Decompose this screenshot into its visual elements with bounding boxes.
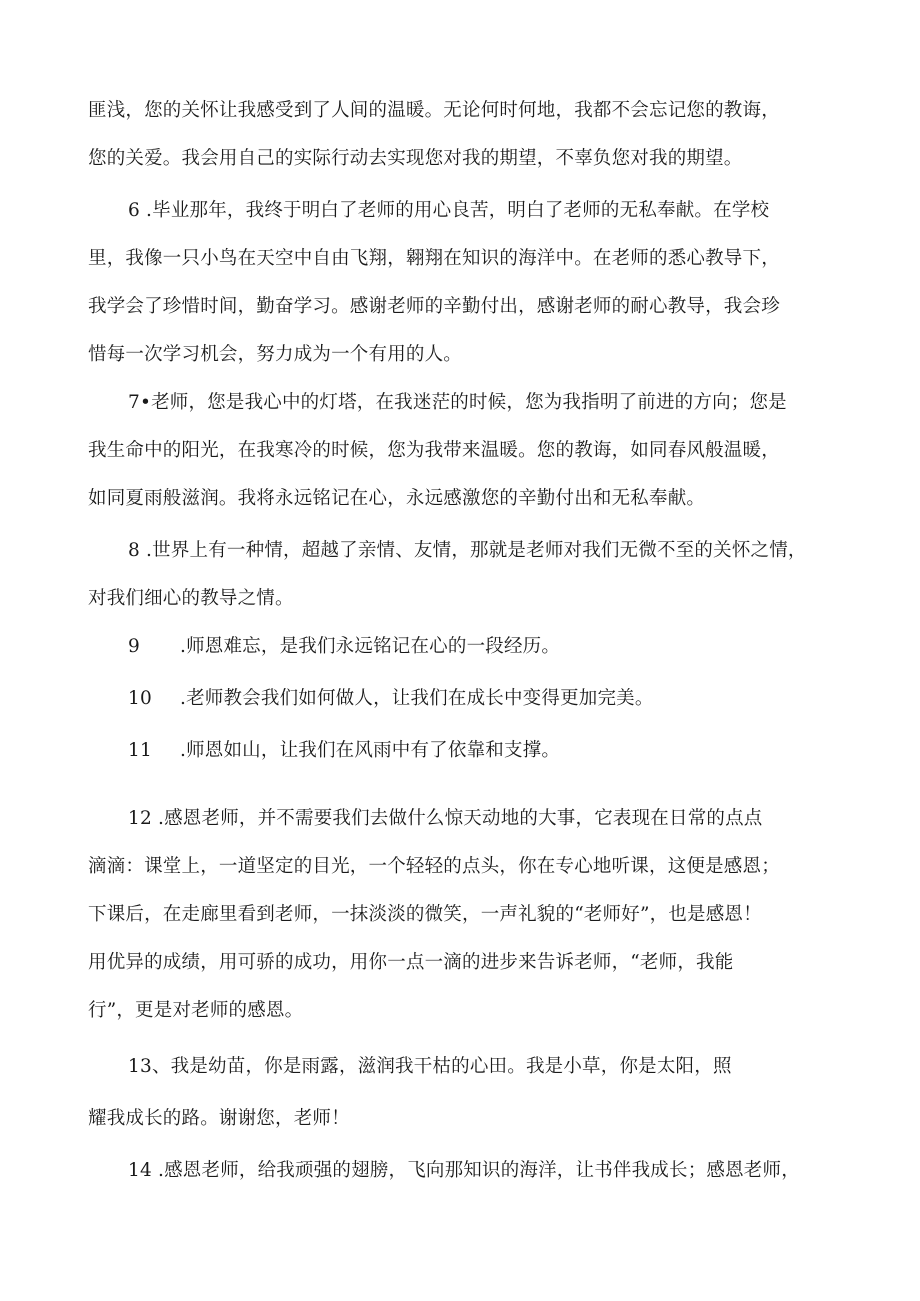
text-line: 里，我像一只小鸟在天空中自由飞翔，翱翔在知识的海洋中。在老师的悉心教导下， bbox=[88, 248, 780, 269]
text-line: 13、我是幼苗，你是雨露，滋润我干枯的心田。我是小草，你是太阳，照 bbox=[128, 1056, 732, 1077]
text-line: 14 .感恩老师，给我顽强的翅膀，飞向那知识的海洋，让书伴我成长；感恩老师， bbox=[128, 1160, 800, 1181]
item-text: .师恩难忘，是我们永远铭记在心的一段经历。 bbox=[180, 636, 561, 657]
text-line: 行”，更是对老师的感恩。 bbox=[88, 1000, 304, 1021]
text-line: 如同夏雨般滋润。我将永远铭记在心，永远感激您的辛勤付出和无私奉献。 bbox=[88, 488, 706, 509]
text-line: 我生命中的阳光，在我寒冷的时候，您为我带来温暖。您的教诲，如同春风般温暖， bbox=[88, 440, 780, 461]
text-line: 惜每一次学习机会，努力成为一个有用的人。 bbox=[88, 344, 463, 365]
text-line: 匪浅，您的关怀让我感受到了人间的温暖。无论何时何地，我都不会忘记您的教诲， bbox=[88, 100, 780, 121]
item-number: 10 bbox=[128, 688, 152, 709]
list-item bbox=[128, 686, 654, 712]
text-line: 8 .世界上有一种情，超越了亲情、友情，那就是老师对我们无微不至的关怀之情， bbox=[128, 540, 807, 561]
item-number: 11 bbox=[128, 740, 152, 761]
list-item bbox=[128, 634, 560, 660]
item-text: .师恩如山，让我们在风雨中有了依靠和支撑。 bbox=[180, 740, 561, 761]
text-line: 12 .感恩老师，并不需要我们去做什么惊天动地的大事，它表现在日常的点点 bbox=[128, 808, 763, 829]
text-line: 用优异的成绩，用可骄的成功，用你一点一滴的进步来告诉老师，“老师，我能 bbox=[88, 952, 734, 973]
text-line: 滴滴：课堂上，一道坚定的目光，一个轻轻的点头，你在专心地听课，这便是感恩； bbox=[88, 856, 780, 877]
text-line: 我学会了珍惜时间，勤奋学习。感谢老师的辛勤付出，感谢老师的耐心教导，我会珍 bbox=[88, 296, 780, 317]
item-number: 9 bbox=[128, 636, 140, 657]
text-line: 6 .毕业那年，我终于明白了老师的用心良苦，明白了老师的无私奉献。在学校 bbox=[128, 200, 770, 221]
text-line: 7•老师，您是我心中的灯塔，在我迷茫的时候，您为我指明了前进的方向；您是 bbox=[128, 392, 787, 413]
text-line: 耀我成长的路。谢谢您，老师！ bbox=[88, 1108, 350, 1129]
text-line: 下课后，在走廊里看到老师，一抹淡淡的微笑，一声礼貌的“老师好”，也是感恩！ bbox=[88, 904, 762, 925]
list-item bbox=[128, 738, 560, 764]
text-line: 对我们细心的教导之情。 bbox=[88, 588, 294, 609]
text-line: 您的关爱。我会用自己的实际行动去实现您对我的期望，不辜负您对我的期望。 bbox=[88, 148, 743, 169]
item-text: .老师教会我们如何做人，让我们在成长中变得更加完美。 bbox=[180, 688, 654, 709]
